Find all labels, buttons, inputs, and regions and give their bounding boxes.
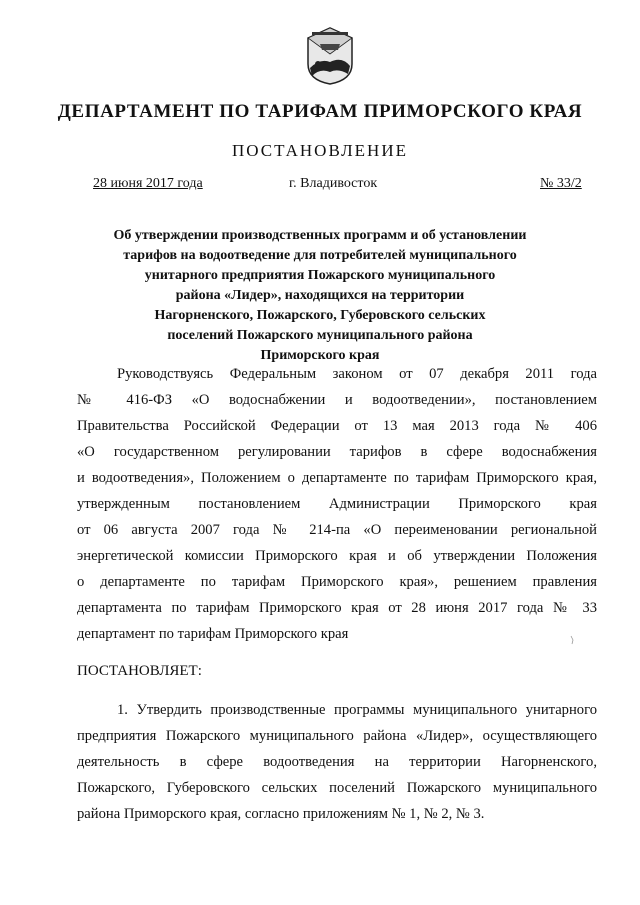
item-line: района Приморского края, согласно приложениям № 1, № 2, № 3. [77,806,485,822]
preamble-line: департамента по тарифам Приморского края от 28 июня 2017 года № 33 [77,600,597,616]
department-name: ДЕПАРТАМЕНТ ПО ТАРИФАМ ПРИМОРСКОГО КРАЯ [57,101,583,122]
preamble-line: о департаменте по тарифам Приморского края», решением правления [77,574,597,590]
item-1-paragraph [77,697,597,827]
item-line: деятельность в сфере водоотведения на территории Нагорненского, [77,754,597,770]
preamble-line: энергетической комиссии Приморского края и об утверждении Положения [77,548,597,564]
preamble-line: Руководствуясь Федеральным законом от 07 декабря 2011 года [117,366,597,382]
item-line: Пожарского, Губеровского сельских поселений Пожарского муниципального [77,780,597,796]
margin-mark [569,635,577,645]
preamble-line: и водоотведения», Положением о департаменте по тарифам Приморского края, [77,470,597,486]
preamble-paragraph [77,361,597,647]
document-date: 28 июня 2017 года [93,176,203,191]
title-line: Об утверждении производственных программ и об установлении [113,228,527,243]
preamble-line: № 416-ФЗ «О водоснабжении и водоотведении», постановлением [77,392,597,408]
document-title [100,226,540,366]
title-line: тарифов на водоотведение для потребителей муниципального [123,248,517,263]
preamble-line: от 06 августа 2007 года № 214-па «О переименовании региональной [77,522,597,538]
coat-of-arms-emblem [298,24,362,86]
resolves-heading: ПОСТАНОВЛЯЕТ: [77,663,202,679]
item-line: 1. Утвердить производственные программы муниципального унитарного [117,702,597,718]
document-number: № 33/2 [540,176,582,191]
preamble-line: «О государственном регулировании тарифов в сфере водоснабжения [77,444,597,460]
preamble-line: утвержденным постановлением Администрации Приморского края [77,496,597,512]
document-type: ПОСТАНОВЛЕНИЕ [231,141,408,160]
document-city: г. Владивосток [289,176,378,191]
item-line: предприятия Пожарского муниципального района «Лидер», осуществляющего [77,728,597,744]
preamble-line: Правительства Российской Федерации от 13 мая 2013 года № 406 [77,418,597,434]
title-line: Нагорненского, Пожарского, Губеровского сельских [154,308,486,323]
title-line: унитарного предприятия Пожарского муниципального [144,268,496,283]
title-line: района «Лидер», находящихся на территории [175,288,465,303]
preamble-line: департамент по тарифам Приморского края [77,626,349,642]
title-line: Приморского края [260,348,380,363]
title-line: поселений Пожарского муниципального района [167,328,473,343]
